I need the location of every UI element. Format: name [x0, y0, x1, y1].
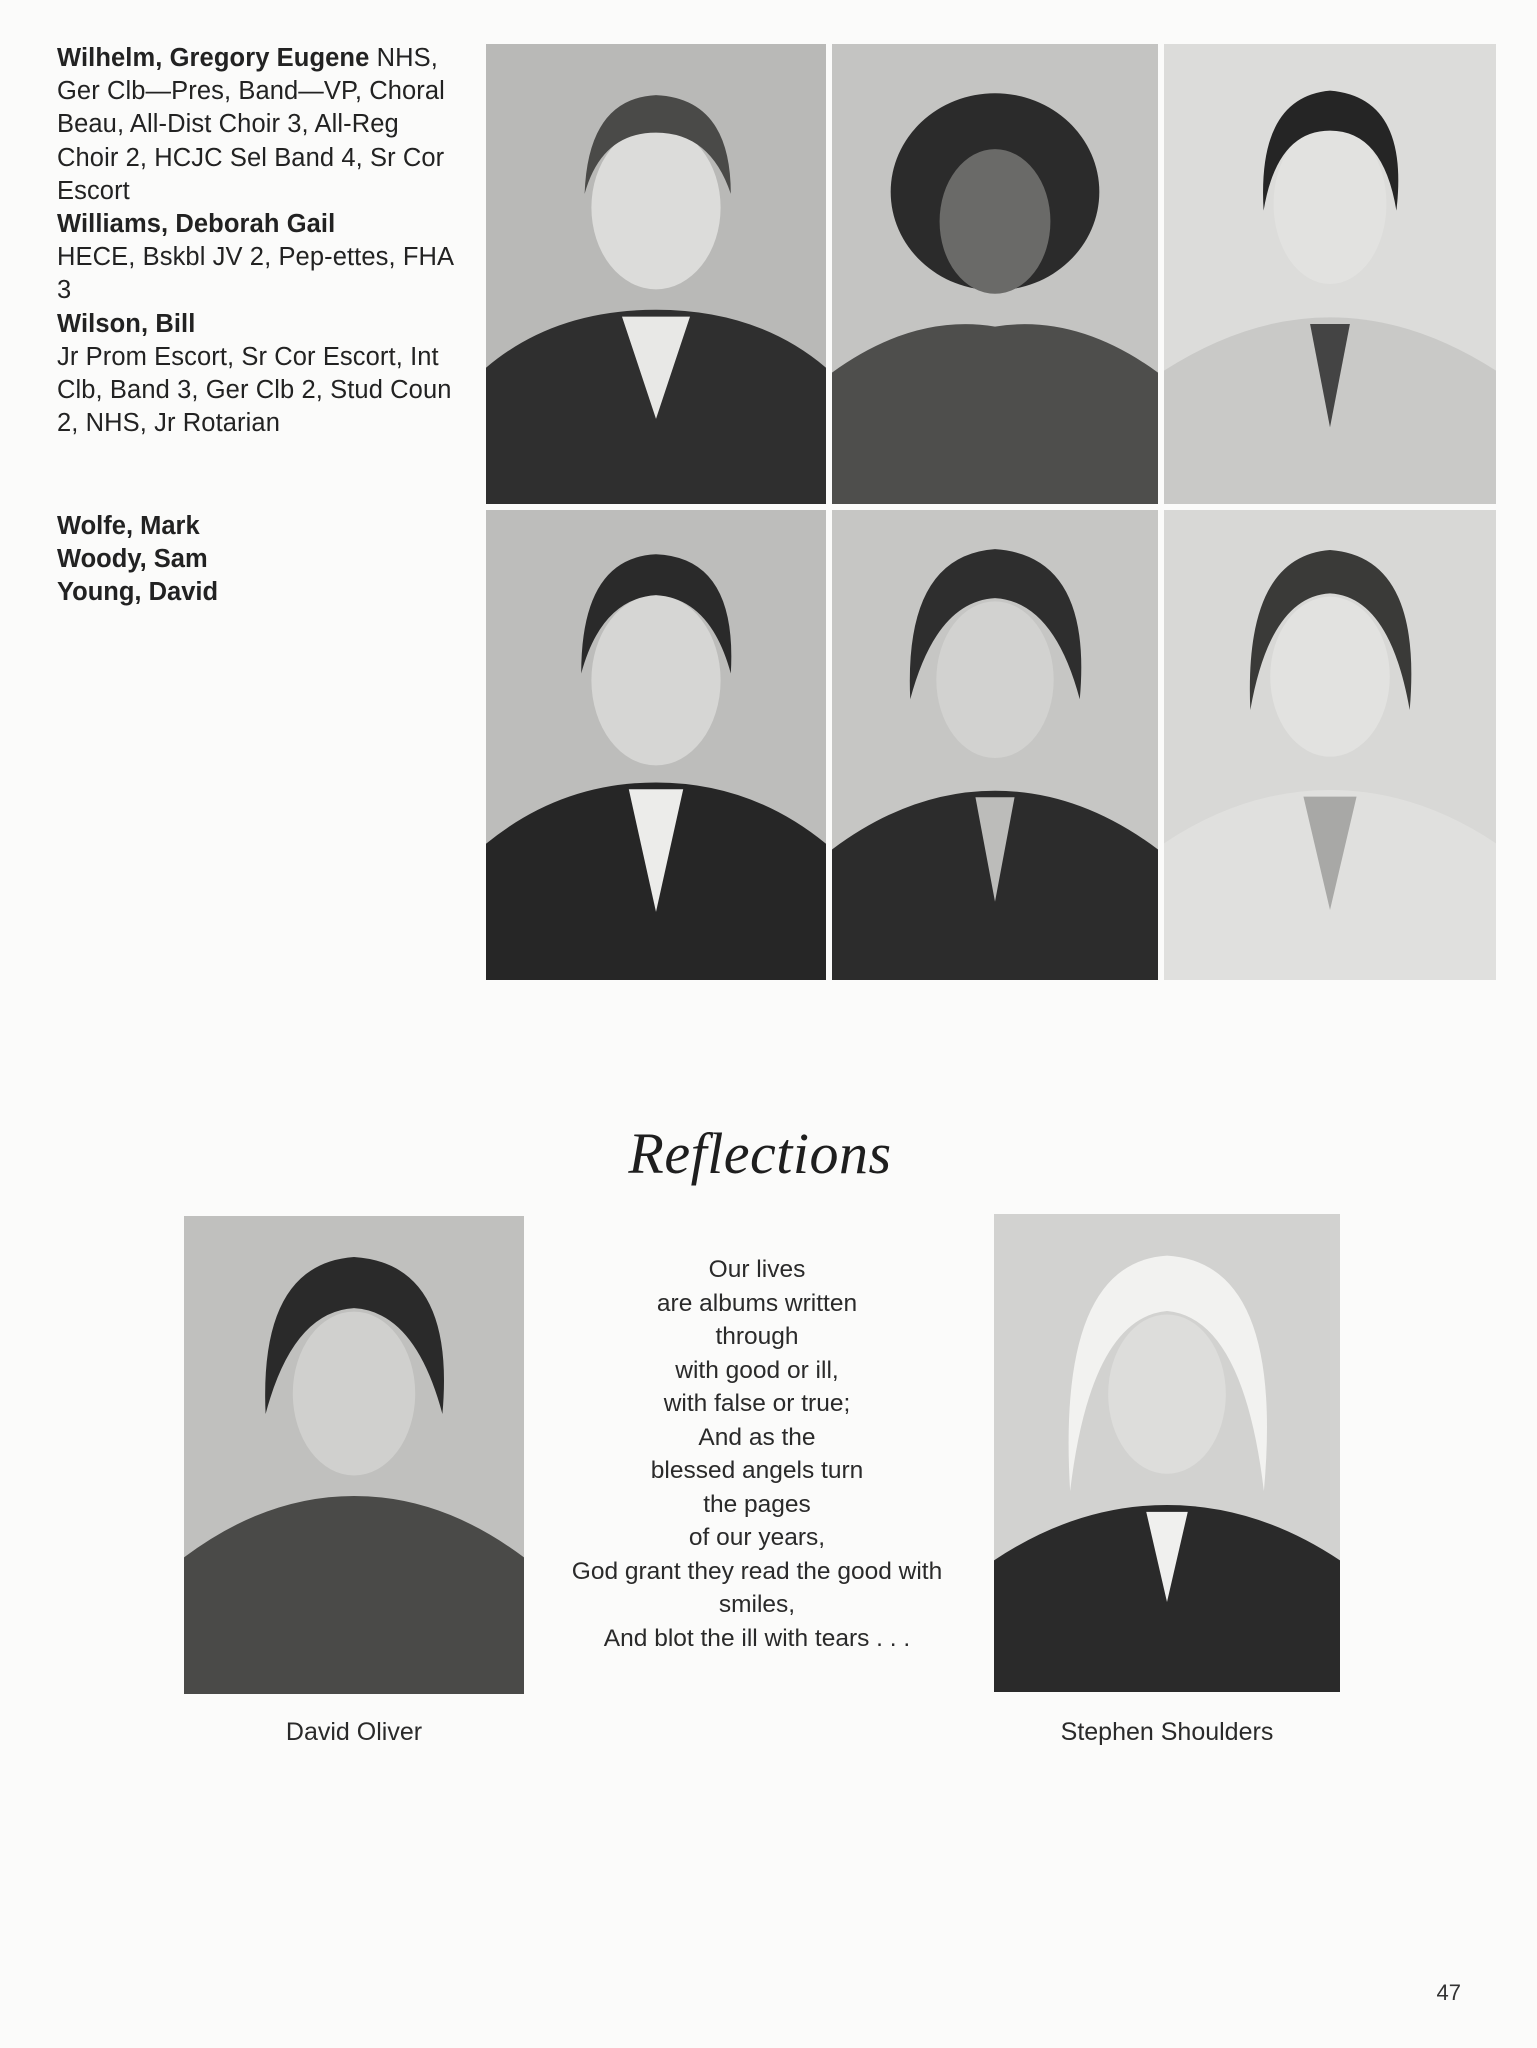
bio-name: Wilhelm, Gregory Eugene	[57, 44, 370, 72]
portrait-photo-left	[184, 1216, 524, 1694]
bio-text: Jr Prom Escort, Sr Cor Escort, Int Clb, Band 3, Ger Clb 2, Stud Coun 2, NHS, Jr Rotarian	[57, 342, 452, 438]
student-name: Wolfe, Mark	[57, 512, 200, 540]
portrait-photo	[1164, 44, 1496, 504]
section-title: Reflections	[628, 1121, 892, 1186]
poem-line: are albums written	[656, 1289, 858, 1317]
poem-line: of our years,	[688, 1524, 826, 1551]
portrait-photo-right	[994, 1214, 1340, 1692]
portrait-photo	[486, 44, 826, 504]
poem-line: with good or ill,	[675, 1356, 839, 1384]
bio-name: Wilson, Bill	[57, 309, 196, 338]
portrait-photo	[832, 510, 1158, 980]
caption-right: Stephen Shoulders	[1060, 1718, 1274, 1746]
portrait-photo	[1164, 510, 1496, 980]
bio-text: NHS, Ger Clb—Pres, Band—VP, Choral Beau, All-Dist Choir 3, All-Reg Choir 2, HCJC Sel Band 4, Sr Cor Escort	[57, 44, 445, 205]
poem-line: through	[715, 1323, 799, 1350]
poem-line: with false or true;	[663, 1390, 851, 1417]
poem-line: blessed angels turn	[650, 1457, 864, 1484]
poem-line: the pages	[703, 1490, 811, 1518]
poem-line: And blot the ill with tears . . .	[603, 1624, 911, 1652]
student-name: Woody, Sam	[57, 545, 208, 574]
caption-left: David Oliver	[285, 1718, 423, 1746]
poem-line: smiles,	[718, 1591, 796, 1618]
bio-text: HECE, Bskbl JV 2, Pep-ettes, FHA 3	[57, 243, 453, 305]
page-number: 47	[1436, 1980, 1461, 2005]
student-name: Young, David	[57, 578, 219, 607]
bio-entry-wilson	[57, 308, 467, 441]
bio-entry-wilhelm	[57, 42, 467, 208]
poem	[540, 1253, 974, 1655]
poem-line: And as the	[698, 1423, 816, 1451]
poem-line: Our lives	[708, 1256, 806, 1283]
bio-name: Williams, Deborah Gail	[57, 210, 336, 239]
portrait-photo	[832, 44, 1158, 504]
names-second-row	[57, 510, 417, 610]
senior-bios	[57, 42, 467, 440]
bio-entry-williams	[57, 208, 467, 308]
portrait-photo	[486, 510, 826, 980]
poem-line: God grant they read the good with	[571, 1557, 943, 1585]
